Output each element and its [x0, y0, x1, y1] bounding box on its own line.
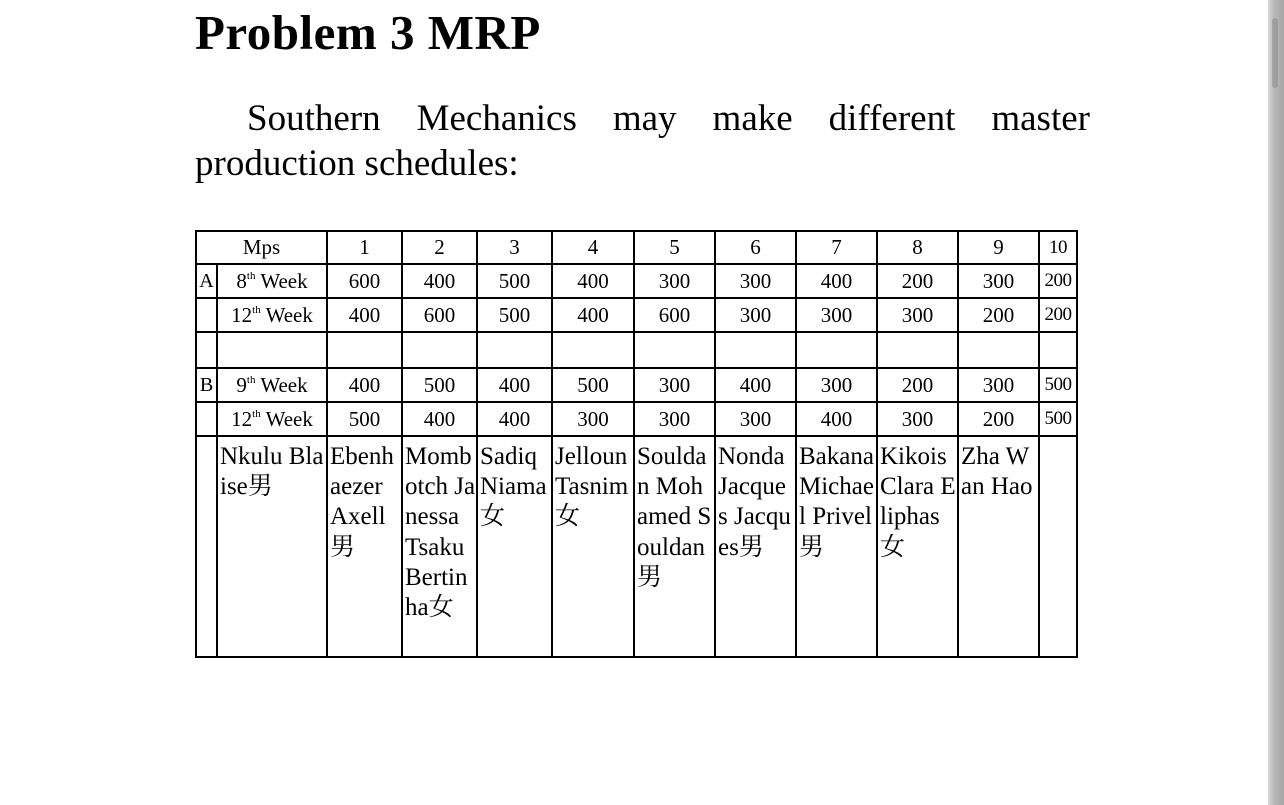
blank-cell [327, 332, 402, 368]
student-name-cell: Mombotch Janessa Tsaku Bertinha女 [402, 436, 477, 657]
week-number: 9 [236, 372, 247, 397]
blank-cell [634, 332, 715, 368]
quantity-cell: 300 [552, 402, 634, 436]
week-label [217, 402, 327, 436]
product-label: A [196, 264, 217, 298]
week-ordinal: th [252, 407, 261, 420]
quantity-cell: 200 [877, 264, 958, 298]
product-label [196, 402, 217, 436]
header-cell-period: 2 [402, 231, 477, 264]
quantity-cell: 200 [1039, 298, 1077, 332]
header-cell-period: 8 [877, 231, 958, 264]
header-row [196, 231, 1077, 264]
quantity-cell: 200 [958, 298, 1039, 332]
header-cell-period: 5 [634, 231, 715, 264]
quantity-cell: 300 [877, 402, 958, 436]
quantity-cell: 600 [402, 298, 477, 332]
week-unit: Week [255, 268, 308, 293]
quantity-cell: 200 [1039, 264, 1077, 298]
quantity-cell: 300 [958, 264, 1039, 298]
quantity-cell: 500 [402, 368, 477, 402]
blank-cell [958, 332, 1039, 368]
week-label [217, 298, 327, 332]
student-name-cell: Souldan Mohamed Souldan男 [634, 436, 715, 657]
schedule-row [196, 298, 1077, 332]
week-ordinal: th [252, 303, 261, 316]
quantity-cell: 200 [958, 402, 1039, 436]
quantity-cell: 400 [796, 402, 877, 436]
student-name-cell: Ebenhaezer Axell男 [327, 436, 402, 657]
week-unit: Week [255, 372, 308, 397]
student-name-cell: Jelloun Tasnim女 [552, 436, 634, 657]
quantity-cell: 300 [634, 368, 715, 402]
quantity-cell: 300 [796, 368, 877, 402]
quantity-cell: 500 [552, 368, 634, 402]
mps-table [195, 230, 1078, 658]
header-cell-period: 7 [796, 231, 877, 264]
week-ordinal: th [246, 269, 256, 282]
quantity-cell: 400 [327, 368, 402, 402]
quantity-cell: 400 [552, 298, 634, 332]
paragraph-word: Mechanics [416, 98, 577, 139]
paragraph-word: Southern [247, 98, 381, 139]
quantity-cell: 300 [634, 264, 715, 298]
header-cell-period: 6 [715, 231, 796, 264]
blank-row [196, 332, 1077, 368]
student-name-cell: Nonda Jacques Jacques男 [715, 436, 796, 657]
student-name-cell: Nkulu Blaise男 [217, 436, 327, 657]
blank-cell [877, 332, 958, 368]
student-name-cell: Zha Wan Hao [958, 436, 1039, 657]
quantity-cell: 500 [477, 298, 552, 332]
intro-paragraph [195, 96, 1090, 186]
product-label: B [196, 368, 217, 402]
quantity-cell: 300 [634, 402, 715, 436]
quantity-cell: 400 [402, 402, 477, 436]
week-number: 12 [231, 406, 253, 431]
student-name-cell [1039, 436, 1077, 657]
header-cell-period: 3 [477, 231, 552, 264]
quantity-cell: 200 [877, 368, 958, 402]
quantity-cell: 500 [1039, 402, 1077, 436]
paragraph-line-1 [195, 96, 1090, 141]
scrollbar[interactable] [1268, 0, 1284, 805]
quantity-cell: 500 [477, 264, 552, 298]
blank-cell [715, 332, 796, 368]
names-row [196, 436, 1077, 657]
header-cell-period: 4 [552, 231, 634, 264]
quantity-cell: 400 [477, 368, 552, 402]
blank-cell [196, 436, 217, 657]
week-label [217, 264, 327, 298]
product-label [196, 298, 217, 332]
week-unit: Week [260, 302, 313, 327]
schedule-row [196, 402, 1077, 436]
week-ordinal: th [246, 373, 256, 386]
paragraph-word: may [612, 98, 677, 139]
quantity-cell: 400 [477, 402, 552, 436]
quantity-cell: 300 [796, 298, 877, 332]
blank-cell [552, 332, 634, 368]
quantity-cell: 400 [552, 264, 634, 298]
scrollbar-thumb[interactable] [1272, 18, 1278, 88]
blank-cell [402, 332, 477, 368]
quantity-cell: 400 [402, 264, 477, 298]
week-unit: Week [260, 406, 313, 431]
blank-cell [1039, 332, 1077, 368]
quantity-cell: 300 [958, 368, 1039, 402]
quantity-cell: 300 [715, 264, 796, 298]
week-number: 12 [231, 302, 253, 327]
quantity-cell: 600 [634, 298, 715, 332]
student-name-cell: Bakana Michael Privel男 [796, 436, 877, 657]
quantity-cell: 500 [1039, 368, 1077, 402]
schedule-row [196, 264, 1077, 298]
student-name-cell: Kikois Clara Eliphas女 [877, 436, 958, 657]
header-cell-period: 1 [327, 231, 402, 264]
week-number: 8 [236, 268, 247, 293]
quantity-cell: 300 [715, 298, 796, 332]
blank-cell [796, 332, 877, 368]
week-label [217, 368, 327, 402]
header-cell-mps: Mps [196, 231, 327, 264]
page-title: Problem 3 MRP [195, 5, 541, 60]
quantity-cell: 500 [327, 402, 402, 436]
quantity-cell: 400 [327, 298, 402, 332]
header-cell-period: 10 [1039, 231, 1077, 264]
header-cell-period: 9 [958, 231, 1039, 264]
paragraph-word: different [828, 98, 956, 139]
blank-cell [477, 332, 552, 368]
quantity-cell: 400 [796, 264, 877, 298]
quantity-cell: 300 [877, 298, 958, 332]
quantity-cell: 400 [715, 368, 796, 402]
blank-cell [217, 332, 327, 368]
quantity-cell: 600 [327, 264, 402, 298]
quantity-cell: 300 [715, 402, 796, 436]
student-name-cell: Sadiq Niama女 [477, 436, 552, 657]
blank-cell [196, 332, 217, 368]
paragraph-line-2: production schedules: [195, 143, 519, 184]
schedule-row [196, 368, 1077, 402]
paragraph-word: master [991, 98, 1090, 139]
paragraph-word: make [712, 98, 793, 139]
